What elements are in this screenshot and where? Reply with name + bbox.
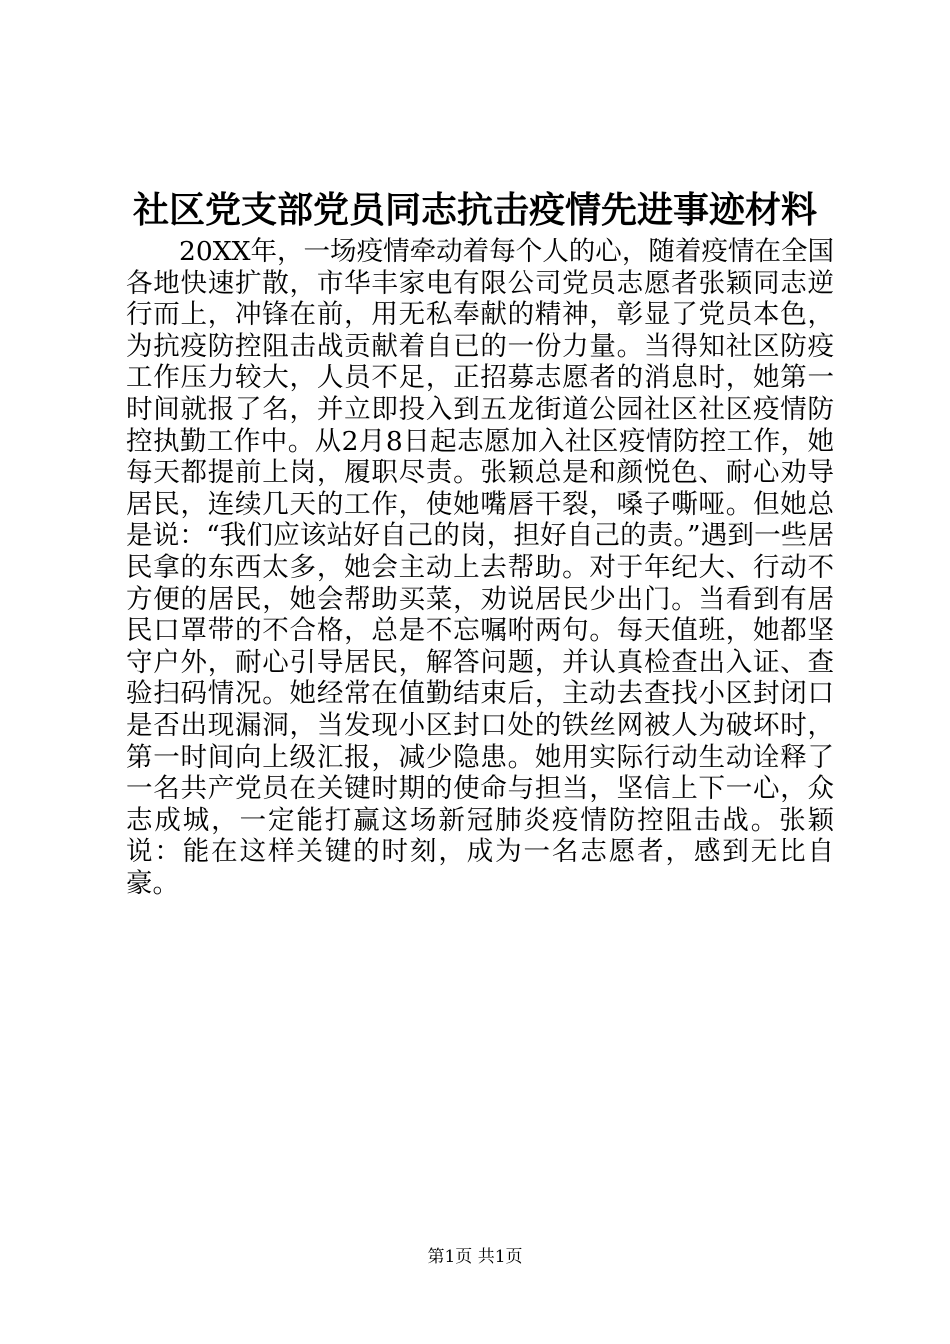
page-footer: 第1页 共1页 (427, 1247, 523, 1267)
document-title: 社区党支部党员同志抗击疫情先进事迹材料 (132, 189, 817, 231)
body-paragraph: 20XX年，一场疫情牵动着每个人的心，随着疫情在全国各地快速扩散，市华丰家电有限公司党员志愿者张颖同志逆行而上，冲锋在前，用无私奉献的精神，彰显了党员本色，为抗疫防控阻击战贡献着自已的一份力量。当得知社区防疫工作压力较大，人员不足，正招募志愿者的消息时，她第一时间就报了名，并立即投入到五龙街道公园社区社区疫情防控执勤工作中。从2月8日起志愿加入社区疫情防控工作，她每天都提前上岗，履职尽责。张颖总是和颜悦色、耐心劝导居民，连续几天的工作，使她嘴唇干裂，嗓子嘶哑。但她总是说：“我们应该站好自己的岗，担好自己的责。”遇到一些居民拿的东西太多，她会主动上去帮助。对于年纪大、行动不方便的居民，她会帮助买菜，劝说居民少出门。当看到有居民口罩带的不合格，总是不忘嘱咐两句。每天值班，她都坚守户外，耐心引导居民，解答问题，并认真检查出入证、查验扫码情况。她经常在值勤结束后，主动去查找小区封闭口是否出现漏洞，当发现小区封口处的铁丝网被人为破坏时，第一时间向上级汇报，减少隐患。她用实际行动生动诠释了一名共产党员在关键时期的使命与担当，坚信上下一心，众志成城，一定能打赢这场新冠肺炎疫情防控阻击战。张颖说：能在这样关键的时刻，成为一名志愿者，感到无比自豪。 (126, 236, 834, 899)
